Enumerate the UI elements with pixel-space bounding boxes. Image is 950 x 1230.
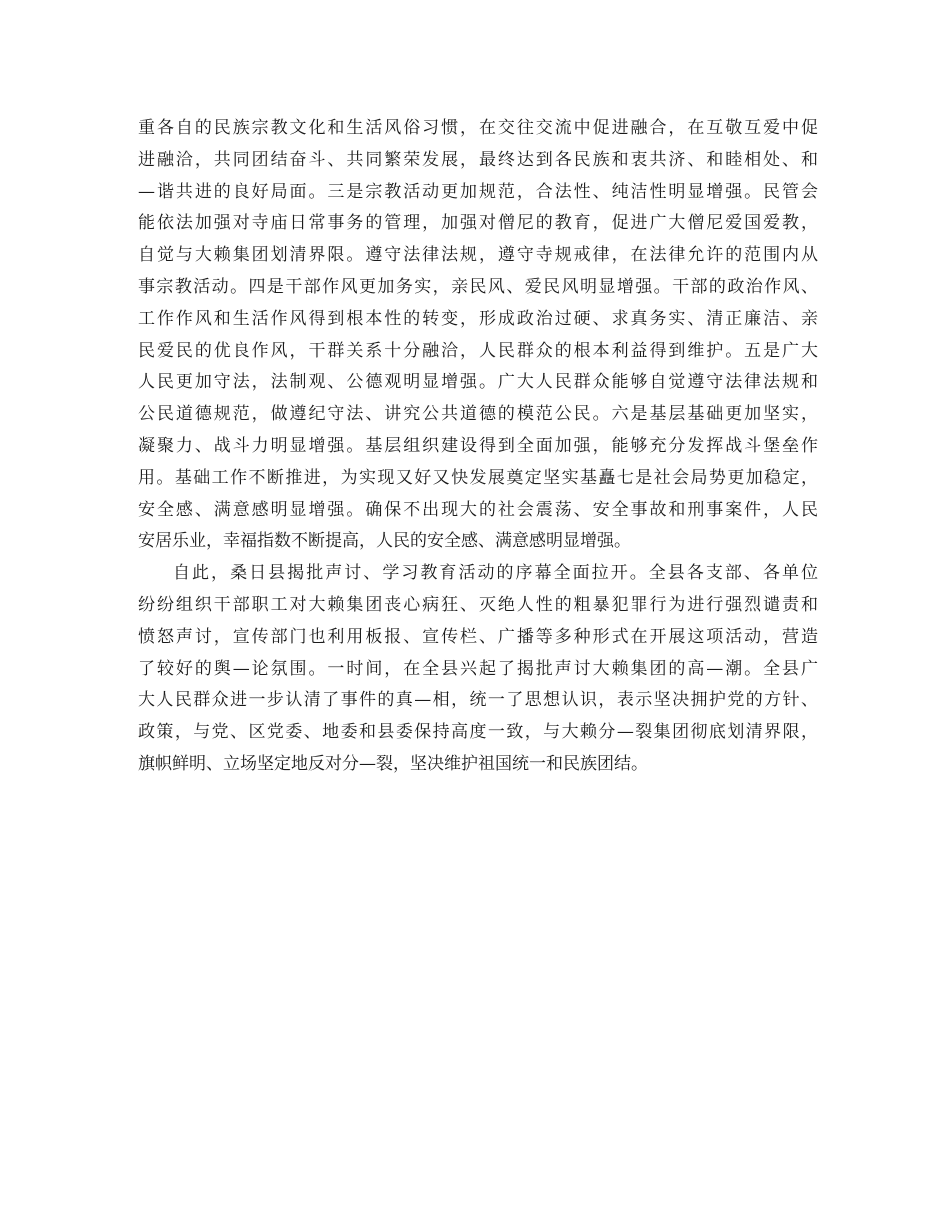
text-line: 重各自的民族宗教文化和生活风俗习惯，在交往交流中促进融合，在互敬互爱中促	[138, 118, 818, 138]
text-line: 用。基础工作不断推进，为实现又好又快发展奠定坚实基矗七是社会局势更加稳定，	[138, 467, 818, 488]
text-line: 事宗教活动。四是干部作风更加务实，亲民风、爱民风明显增强。干部的政治作风、	[138, 276, 818, 297]
text-line: 能依法加强对寺庙日常事务的管理，加强对僧尼的教育，促进广大僧尼爱国爱教，	[138, 213, 818, 234]
text-line: 旗帜鲜明、立场坚定地反对分—裂，坚决维护祖国统一和民族团结。	[138, 753, 648, 774]
text-line: 纷纷组织干部职工对大赖集团丧心病狂、灭绝人性的粗暴犯罪行为进行强烈谴责和	[138, 594, 818, 615]
text-line: 安全感、满意感明显增强。确保不出现大的社会震荡、安全事故和刑事案件，人民	[138, 499, 818, 520]
text-line: 公民道德规范，做遵纪守法、讲究公共道德的模范公民。六是基层基础更加坚实，	[138, 404, 818, 425]
text-line: 大人民群众进一步认清了事件的真—相，统一了思想认识，表示坚决拥护党的方针、	[138, 690, 818, 711]
text-line: 愤怒声讨，宣传部门也利用板报、宣传栏、广播等多种形式在开展这项活动，营造	[138, 626, 818, 647]
text-line: 安居乐业，幸福指数不断提高，人民的安全感、满意感明显增强。	[138, 531, 631, 552]
document-body	[138, 113, 818, 781]
text-line: —谐共进的良好局面。三是宗教活动更加规范，合法性、纯洁性明显增强。民管会	[138, 181, 818, 202]
text-line: 自觉与大赖集团划清界限。遵守法律法规，遵守寺规戒律，在法律允许的范围内从	[138, 245, 818, 266]
text-line: 政策，与党、区党委、地委和县委保持高度一致，与大赖分—裂集团彻底划清界限，	[138, 722, 818, 743]
text-line: 自此，桑日县揭批声讨、学习教育活动的序幕全面拉开。全县各支部、各单位	[173, 563, 818, 584]
text-line: 进融洽，共同团结奋斗、共同繁荣发展，最终达到各民族和衷共济、和睦相处、和	[138, 149, 818, 170]
text-line: 民爱民的优良作风，干群关系十分融洽，人民群众的根本利益得到维护。五是广大	[138, 340, 818, 361]
text-line: 人民更加守法，法制观、公德观明显增强。广大人民群众能够自觉遵守法律法规和	[138, 372, 818, 393]
text-line: 凝聚力、战斗力明显增强。基层组织建设得到全面加强，能够充分发挥战斗堡垒作	[138, 435, 818, 456]
text-line: 了较好的舆—论氛围。一时间，在全县兴起了揭批声讨大赖集团的高—潮。全县广	[138, 658, 818, 679]
text-line: 工作作风和生活作风得到根本性的转变，形成政治过硬、求真务实、清正廉洁、亲	[138, 308, 818, 329]
